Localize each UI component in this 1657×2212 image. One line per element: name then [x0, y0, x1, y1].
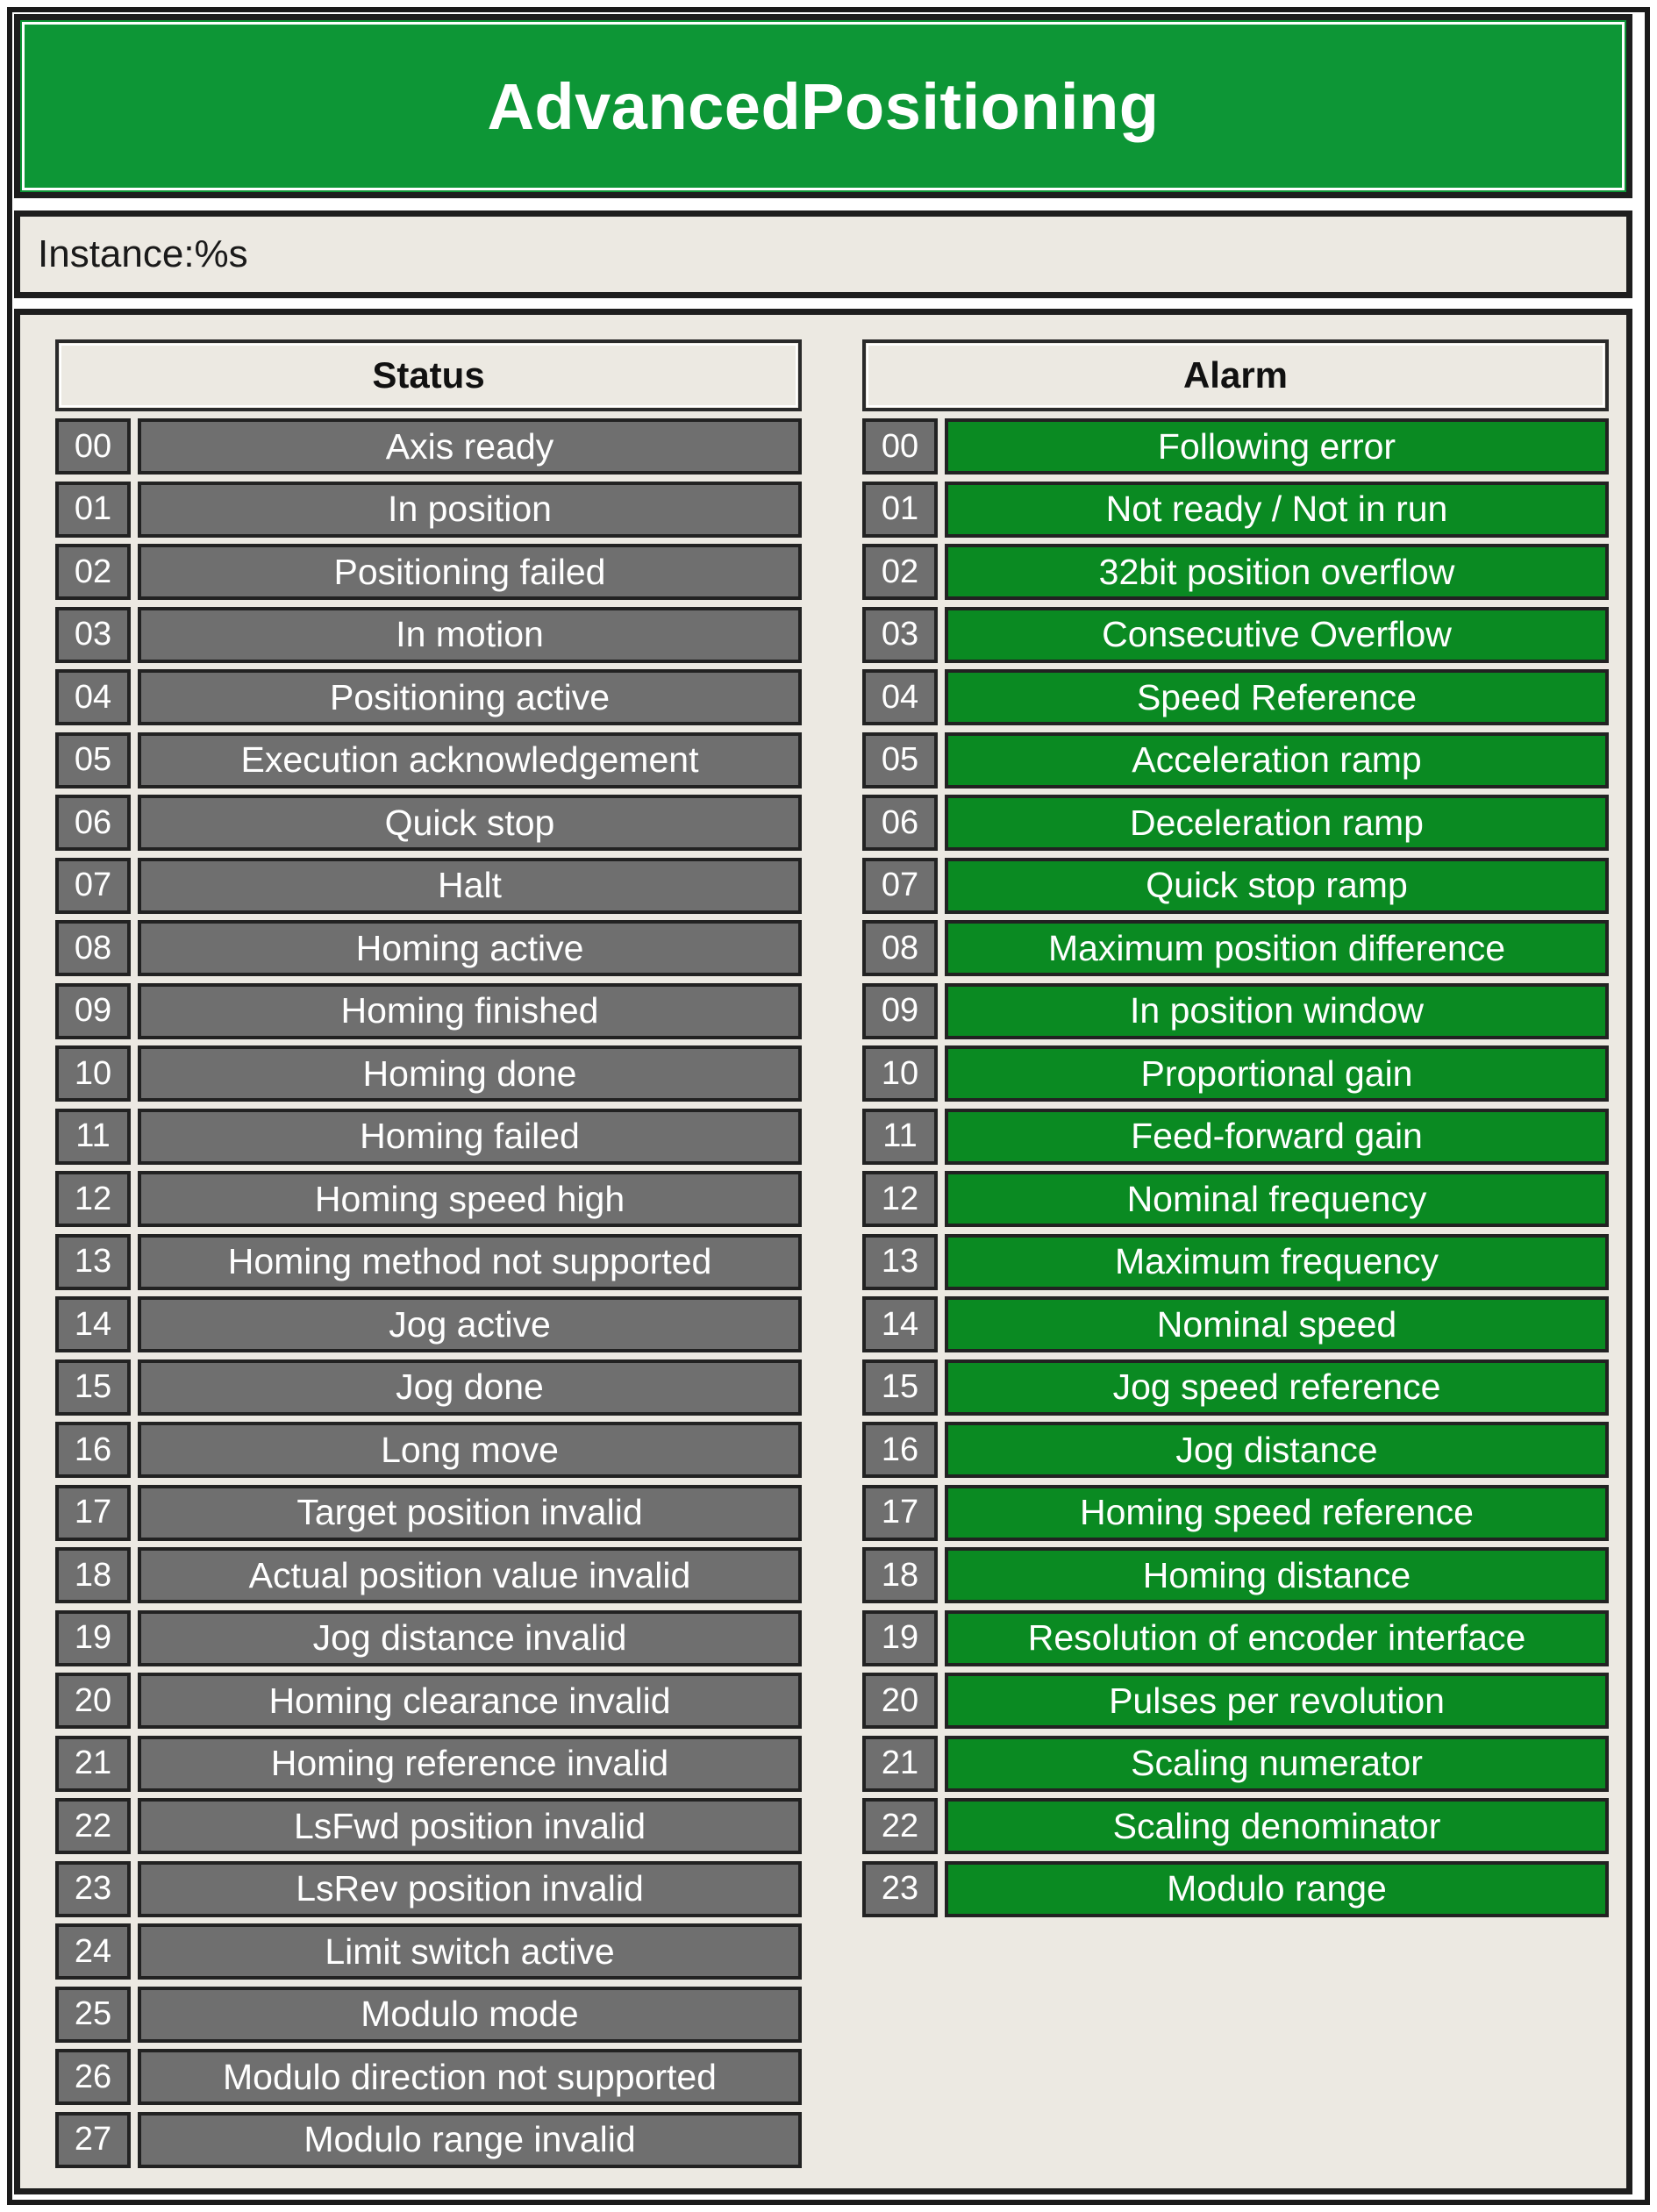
status-bit-number: 14 — [55, 1296, 131, 1352]
alarm-header: Alarm — [862, 339, 1609, 411]
status-bit-number: 02 — [55, 544, 131, 600]
status-indicator: Homing method not supported — [138, 1234, 802, 1290]
status-row — [55, 1923, 802, 1980]
alarm-row — [862, 1296, 1609, 1352]
alarm-indicator: In position window — [945, 983, 1609, 1039]
alarm-bit-number: 02 — [862, 544, 938, 600]
alarm-bit-number: 00 — [862, 418, 938, 475]
alarm-indicator: Acceleration ramp — [945, 732, 1609, 788]
alarm-row — [862, 1422, 1609, 1478]
alarm-indicator: Pulses per revolution — [945, 1673, 1609, 1729]
status-row — [55, 858, 802, 914]
status-indicator: Homing failed — [138, 1109, 802, 1165]
status-indicator: Modulo direction not supported — [138, 2049, 802, 2105]
alarm-bit-number: 20 — [862, 1673, 938, 1729]
status-bit-number: 20 — [55, 1673, 131, 1729]
instance-label: Instance:%s — [38, 232, 248, 275]
alarm-bit-number: 11 — [862, 1109, 938, 1165]
status-indicator: Axis ready — [138, 418, 802, 475]
status-row — [55, 669, 802, 725]
alarm-bit-number: 13 — [862, 1234, 938, 1290]
status-indicator: LsRev position invalid — [138, 1861, 802, 1917]
status-row — [55, 1234, 802, 1290]
status-row — [55, 1296, 802, 1352]
status-bit-number: 04 — [55, 669, 131, 725]
status-row — [55, 1359, 802, 1416]
status-indicator: Execution acknowledgement — [138, 732, 802, 788]
status-row — [55, 920, 802, 976]
alarm-row — [862, 1171, 1609, 1227]
status-indicator: Homing active — [138, 920, 802, 976]
status-row — [55, 1422, 802, 1478]
alarm-indicator: Jog speed reference — [945, 1359, 1609, 1416]
alarm-bit-number: 21 — [862, 1736, 938, 1792]
status-bit-number: 08 — [55, 920, 131, 976]
status-indicator: Target position invalid — [138, 1485, 802, 1541]
alarm-indicator: Deceleration ramp — [945, 795, 1609, 851]
alarm-bit-number: 23 — [862, 1861, 938, 1917]
status-bit-number: 25 — [55, 1987, 131, 2043]
alarm-row — [862, 858, 1609, 914]
alarm-indicator: Following error — [945, 418, 1609, 475]
instance-bar — [14, 210, 1632, 298]
alarm-row — [862, 920, 1609, 976]
alarm-bit-number: 09 — [862, 983, 938, 1039]
status-column — [55, 339, 802, 2174]
page-title: AdvancedPositioning — [487, 69, 1160, 143]
status-indicator: Jog done — [138, 1359, 802, 1416]
alarm-row — [862, 1045, 1609, 1102]
alarm-row — [862, 482, 1609, 538]
status-row — [55, 983, 802, 1039]
status-bit-number: 06 — [55, 795, 131, 851]
main-panel — [14, 309, 1632, 2194]
alarm-indicator: Homing speed reference — [945, 1485, 1609, 1541]
alarm-row — [862, 983, 1609, 1039]
alarm-indicator: Nominal frequency — [945, 1171, 1609, 1227]
status-bit-number: 00 — [55, 418, 131, 475]
status-bit-number: 24 — [55, 1923, 131, 1980]
alarm-bit-number: 22 — [862, 1798, 938, 1854]
alarm-bit-number: 18 — [862, 1547, 938, 1603]
status-row — [55, 1987, 802, 2043]
alarm-bit-number: 03 — [862, 607, 938, 663]
status-row — [55, 418, 802, 475]
status-bit-number: 13 — [55, 1234, 131, 1290]
alarm-row — [862, 1234, 1609, 1290]
alarm-indicator: Quick stop ramp — [945, 858, 1609, 914]
status-indicator: Modulo mode — [138, 1987, 802, 2043]
status-row — [55, 795, 802, 851]
status-row — [55, 1045, 802, 1102]
status-row — [55, 2049, 802, 2105]
status-indicator: Homing clearance invalid — [138, 1673, 802, 1729]
alarm-indicator: Resolution of encoder interface — [945, 1610, 1609, 1666]
status-indicator: Homing finished — [138, 983, 802, 1039]
alarm-bit-number: 04 — [862, 669, 938, 725]
alarm-row — [862, 1736, 1609, 1792]
alarm-bit-number: 14 — [862, 1296, 938, 1352]
alarm-row — [862, 669, 1609, 725]
alarm-row — [862, 1547, 1609, 1603]
status-indicator: LsFwd position invalid — [138, 1798, 802, 1854]
status-indicator: Jog active — [138, 1296, 802, 1352]
status-indicator: Halt — [138, 858, 802, 914]
status-row — [55, 2112, 802, 2168]
alarm-column — [862, 339, 1609, 1923]
alarm-bit-number: 10 — [862, 1045, 938, 1102]
alarm-indicator: Speed Reference — [945, 669, 1609, 725]
alarm-bit-number: 16 — [862, 1422, 938, 1478]
alarm-row — [862, 607, 1609, 663]
status-row — [55, 1736, 802, 1792]
status-bit-number: 09 — [55, 983, 131, 1039]
alarm-row — [862, 732, 1609, 788]
alarm-indicator: Maximum position difference — [945, 920, 1609, 976]
alarm-row — [862, 418, 1609, 475]
alarm-indicator: Scaling denominator — [945, 1798, 1609, 1854]
status-indicator: Actual position value invalid — [138, 1547, 802, 1603]
title-bar — [14, 14, 1632, 198]
status-bit-number: 22 — [55, 1798, 131, 1854]
status-bit-number: 18 — [55, 1547, 131, 1603]
status-indicator: Limit switch active — [138, 1923, 802, 1980]
status-list — [55, 418, 802, 2168]
status-bit-number: 15 — [55, 1359, 131, 1416]
alarm-indicator: Proportional gain — [945, 1045, 1609, 1102]
status-indicator: Positioning failed — [138, 544, 802, 600]
status-bit-number: 27 — [55, 2112, 131, 2168]
status-row — [55, 607, 802, 663]
status-row — [55, 482, 802, 538]
status-row — [55, 732, 802, 788]
alarm-indicator: Scaling numerator — [945, 1736, 1609, 1792]
alarm-row — [862, 544, 1609, 600]
alarm-row — [862, 1485, 1609, 1541]
status-bit-number: 01 — [55, 482, 131, 538]
status-bit-number: 23 — [55, 1861, 131, 1917]
status-indicator: Quick stop — [138, 795, 802, 851]
status-bit-number: 19 — [55, 1610, 131, 1666]
status-indicator: Homing reference invalid — [138, 1736, 802, 1792]
alarm-indicator: Consecutive Overflow — [945, 607, 1609, 663]
alarm-list — [862, 418, 1609, 1917]
alarm-bit-number: 19 — [862, 1610, 938, 1666]
alarm-bit-number: 07 — [862, 858, 938, 914]
alarm-indicator: Modulo range — [945, 1861, 1609, 1917]
status-indicator: Positioning active — [138, 669, 802, 725]
alarm-row — [862, 1359, 1609, 1416]
status-row — [55, 1547, 802, 1603]
alarm-bit-number: 17 — [862, 1485, 938, 1541]
alarm-bit-number: 15 — [862, 1359, 938, 1416]
status-bit-number: 17 — [55, 1485, 131, 1541]
alarm-indicator: Jog distance — [945, 1422, 1609, 1478]
alarm-row — [862, 1861, 1609, 1917]
status-row — [55, 1673, 802, 1729]
alarm-indicator: Feed-forward gain — [945, 1109, 1609, 1165]
alarm-indicator: Maximum frequency — [945, 1234, 1609, 1290]
status-indicator: Modulo range invalid — [138, 2112, 802, 2168]
status-bit-number: 16 — [55, 1422, 131, 1478]
status-row — [55, 1610, 802, 1666]
status-header: Status — [55, 339, 802, 411]
alarm-row — [862, 1798, 1609, 1854]
status-row — [55, 1861, 802, 1917]
alarm-row — [862, 1109, 1609, 1165]
status-bit-number: 05 — [55, 732, 131, 788]
status-bit-number: 11 — [55, 1109, 131, 1165]
status-row — [55, 544, 802, 600]
alarm-bit-number: 08 — [862, 920, 938, 976]
alarm-row — [862, 1610, 1609, 1666]
alarm-indicator: 32bit position overflow — [945, 544, 1609, 600]
status-bit-number: 21 — [55, 1736, 131, 1792]
status-bit-number: 07 — [55, 858, 131, 914]
status-indicator: Homing speed high — [138, 1171, 802, 1227]
alarm-row — [862, 795, 1609, 851]
status-row — [55, 1798, 802, 1854]
status-bit-number: 03 — [55, 607, 131, 663]
alarm-bit-number: 05 — [862, 732, 938, 788]
alarm-row — [862, 1673, 1609, 1729]
status-indicator: Jog distance invalid — [138, 1610, 802, 1666]
status-row — [55, 1485, 802, 1541]
alarm-indicator: Nominal speed — [945, 1296, 1609, 1352]
alarm-bit-number: 01 — [862, 482, 938, 538]
alarm-bit-number: 12 — [862, 1171, 938, 1227]
alarm-indicator: Not ready / Not in run — [945, 482, 1609, 538]
status-bit-number: 12 — [55, 1171, 131, 1227]
status-indicator: Homing done — [138, 1045, 802, 1102]
status-row — [55, 1109, 802, 1165]
status-indicator: In position — [138, 482, 802, 538]
status-indicator: In motion — [138, 607, 802, 663]
alarm-bit-number: 06 — [862, 795, 938, 851]
status-indicator: Long move — [138, 1422, 802, 1478]
status-bit-number: 26 — [55, 2049, 131, 2105]
status-row — [55, 1171, 802, 1227]
status-bit-number: 10 — [55, 1045, 131, 1102]
alarm-indicator: Homing distance — [945, 1547, 1609, 1603]
